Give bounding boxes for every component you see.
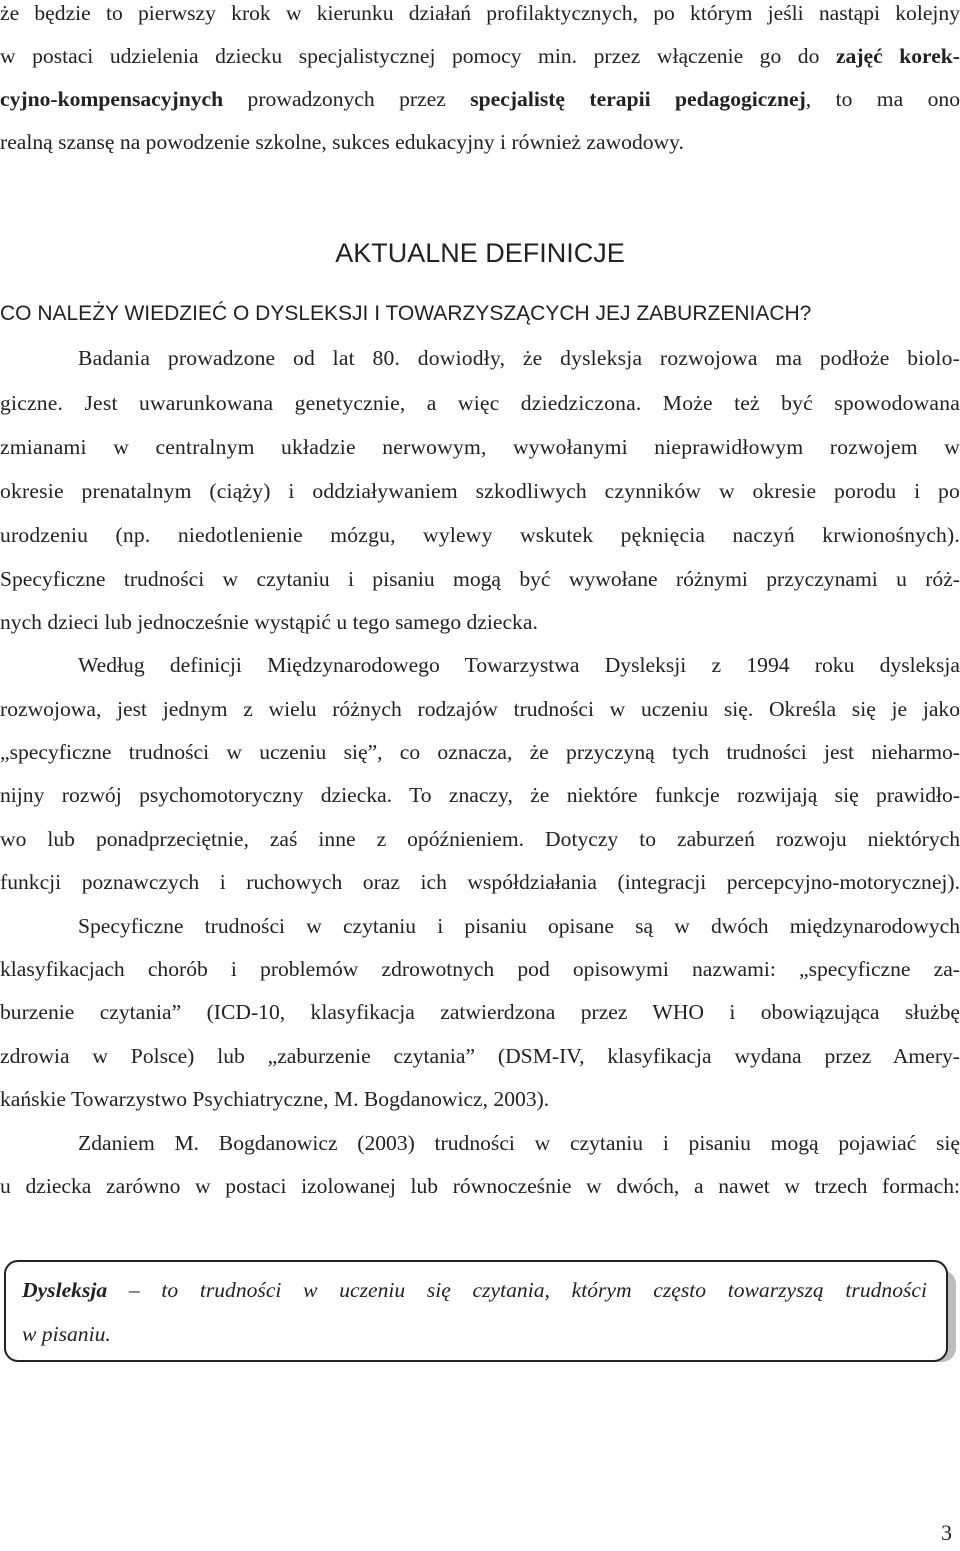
paragraph-line: nijny rozwój psychomotoryczny dziecka. To znaczy, że niektóre funkcje rozwijają się prawidło- <box>0 783 960 807</box>
paragraph-line: rozwojowa, jest jednym z wielu różnych rodzajów trudności w uczeniu się. Określa się je jako <box>0 697 960 721</box>
intro-line-2 <box>0 43 960 69</box>
paragraph-line: kańskie Towarzystwo Psychiatryczne, M. Bogdanowicz, 2003). <box>0 1087 550 1111</box>
paragraph-line: zdrowia w Polsce) lub „zaburzenie czytania” (DSM-IV, klasyfikacja wydana przez Amery- <box>0 1044 960 1068</box>
section-heading: AKTUALNE DEFINICJE <box>335 238 625 268</box>
paragraph-line: zmianami w centralnym układzie nerwowym, wywołanymi nieprawidłowym rozwojem w <box>0 435 960 459</box>
definition-line-1 <box>22 1278 927 1303</box>
paragraph-line: wo lub ponadprzeciętnie, zaś inne z opóźnieniem. Dotyczy to zaburzeń rozwoju niektórych <box>0 827 960 851</box>
intro-line-3 <box>0 86 960 112</box>
section-subheading: CO NALEŻY WIEDZIEĆ O DYSLEKSJI I TOWARZYSZĄCYCH JEJ ZABURZENIACH? <box>0 302 812 325</box>
paragraph-line: Specyficzne trudności w czytaniu i pisaniu mogą być wywołane różnymi przyczynami u róż- <box>0 567 960 591</box>
intro-text: w postaci udzielenia dziecku specjalistycznej pomocy min. przez włączenie go do <box>0 44 836 68</box>
definition-line-2: w pisaniu. <box>22 1322 111 1346</box>
paragraph-line: giczne. Jest uwarunkowana genetycznie, a więc dziedziczona. Może też być spowodowana <box>0 391 960 415</box>
intro-bold-text: cyjno-kompensacyjnych <box>0 87 224 111</box>
page-number: 3 <box>941 1520 952 1545</box>
paragraph-line: Specyficzne trudności w czytaniu i pisaniu opisane są w dwóch międzynarodowych <box>78 914 960 938</box>
paragraph-line: urodzeniu (np. niedotlenienie mózgu, wylewy wskutek pęknięcia naczyń krwionośnych). <box>0 523 960 547</box>
paragraph-line: funkcji poznawczych i ruchowych oraz ich współdziałania (integracji percepcyjno-motorycznej). <box>0 870 960 894</box>
intro-bold-text: specjalistę terapii pedagogicznej <box>470 87 806 111</box>
definition-term: Dysleksja <box>22 1278 108 1302</box>
intro-line-4 <box>0 129 960 155</box>
intro-text: realną szansę na powodzenie szkolne, sukces edukacyjny i również zawodowy. <box>0 130 684 154</box>
intro-bold-text: zajęć korek- <box>835 44 960 68</box>
paragraph-line: klasyfikacjach chorób i problemów zdrowotnych pod opisowymi nazwami: „specyficzne za- <box>0 957 960 981</box>
paragraph-line: burzenie czytania” (ICD-10, klasyfikacja zatwierdzona przez WHO i obowiązująca służbę <box>0 1000 960 1024</box>
intro-text: , to ma ono <box>805 87 960 111</box>
paragraph-line: Badania prowadzone od lat 80. dowiodły, że dysleksja rozwojowa ma podłoże biolo- <box>78 346 960 370</box>
paragraph-line: okresie prenatalnym (ciąży) i oddziaływaniem szkodliwych czynników w okresie porodu i po <box>0 479 960 503</box>
paragraph-line: Według definicji Międzynarodowego Towarzystwa Dysleksji z 1994 roku dysleksja <box>78 653 960 677</box>
definition-text: – to trudności w uczeniu się czytania, którym często towarzyszą trudności <box>107 1278 927 1302</box>
paragraph-line: Zdaniem M. Bogdanowicz (2003) trudności w czytaniu i pisaniu mogą pojawiać się <box>78 1131 960 1155</box>
paragraph-line: nych dzieci lub jednocześnie wystąpić u tego samego dziecka. <box>0 610 538 634</box>
intro-line-1 <box>0 0 960 26</box>
intro-text: że będzie to pierwszy krok w kierunku działań profilaktycznych, po którym jeśli nastąpi kolejny <box>0 1 960 25</box>
paragraph-line: u dziecka zarówno w postaci izolowanej lub równocześnie w dwóch, a nawet w trzech formach: <box>0 1174 960 1198</box>
paragraph-line: „specyficzne trudności w uczeniu się”, co oznacza, że przyczyną tych trudności jest nieharmo- <box>0 740 960 764</box>
intro-text: prowadzonych przez <box>223 87 471 111</box>
